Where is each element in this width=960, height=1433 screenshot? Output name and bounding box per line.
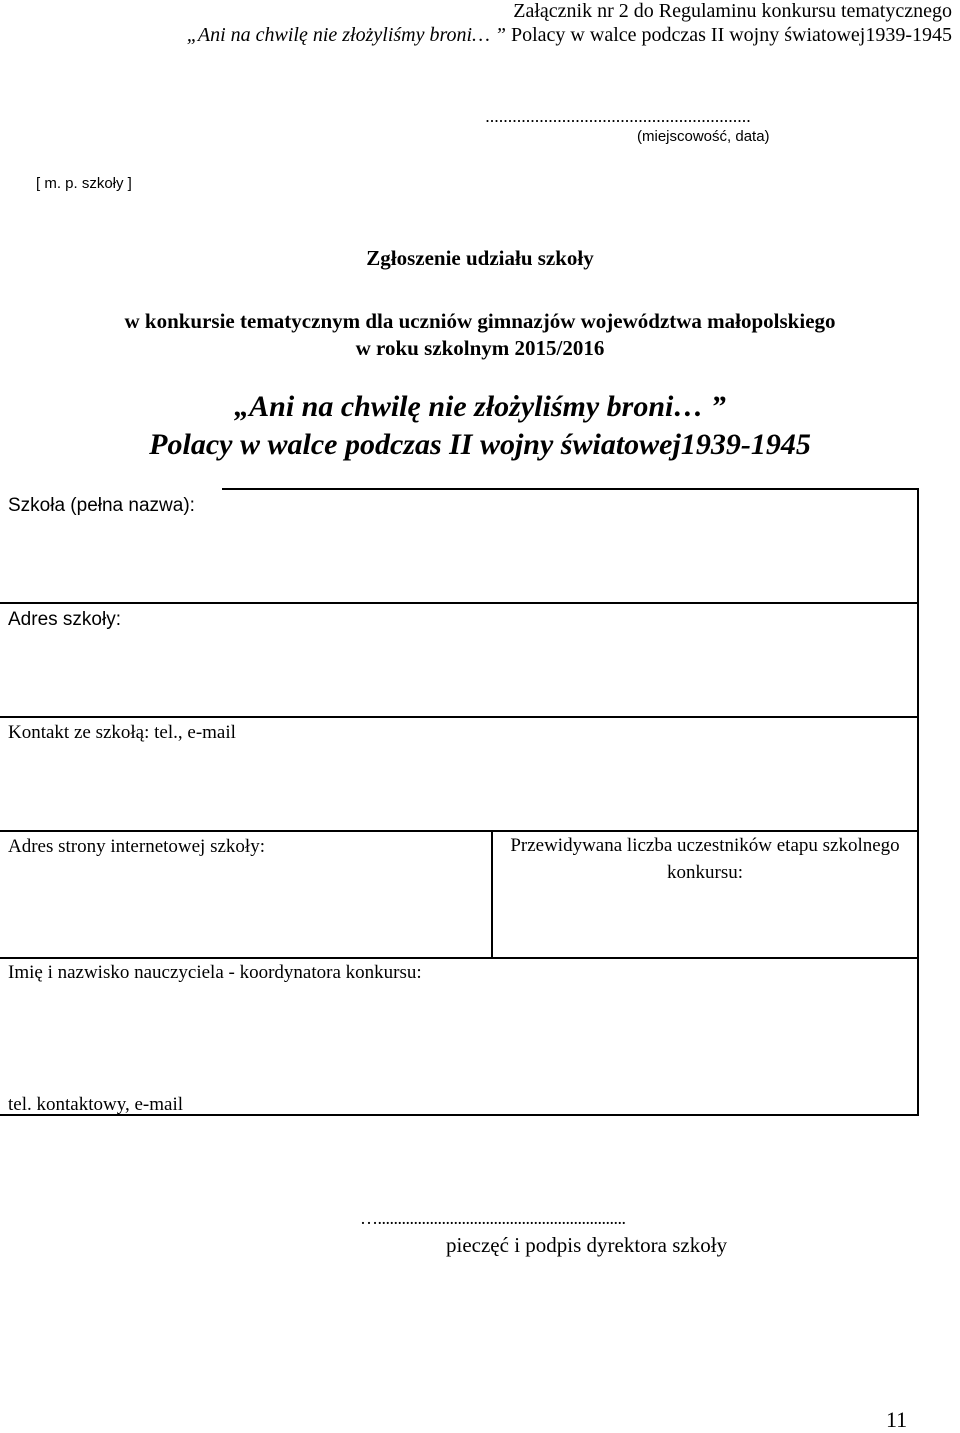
contest-header-quote: „Ani na chwilę nie złożyliśmy broni… ” — [186, 24, 506, 46]
form-title: Zgłoszenie udziału szkoły — [366, 246, 594, 270]
participants-count-field[interactable]: Przewidywana liczba uczestników etapu szkolnego konkursu: — [510, 835, 900, 883]
school-contact-field[interactable]: Kontakt ze szkołą: tel., e-mail — [8, 722, 236, 743]
place-date-label: (miejscowość, data) — [637, 128, 770, 145]
annex-header: Załącznik nr 2 do Regulaminu konkursu tematycznego — [513, 0, 952, 22]
contest-header — [187, 24, 952, 47]
form-divider-2 — [0, 716, 919, 718]
form-divider-4 — [0, 957, 919, 959]
page-number: 11 — [886, 1407, 908, 1432]
school-stamp-label: [ m. p. szkoły ] — [36, 175, 132, 192]
contest-title-line-2: Polacy w walce podczas II wojny światowej1939-1945 — [149, 428, 811, 461]
subtitle-line-2: w roku szkolnym 2015/2016 — [355, 336, 605, 360]
form-top-border — [222, 488, 919, 490]
signature-label: pieczęć i podpis dyrektora szkoły — [446, 1233, 728, 1257]
contest-title-line-1: „Ani na chwilę nie złożyliśmy broni… ” — [234, 390, 726, 423]
place-date-dots: ........................................................... — [485, 106, 751, 126]
school-name-field[interactable]: Szkoła (pełna nazwa): — [8, 495, 195, 516]
coordinator-contact-field[interactable]: tel. kontaktowy, e-mail — [8, 1094, 183, 1115]
contest-header-rest: Polacy w walce podczas II wojny światowej1939-1945 — [511, 24, 952, 46]
form-right-border — [917, 488, 919, 1116]
school-website-field[interactable]: Adres strony internetowej szkoły: — [8, 836, 265, 857]
form-divider-1 — [0, 602, 919, 604]
subtitle-line-1: w konkursie tematycznym dla uczniów gimnazjów województwa małopolskiego — [124, 309, 836, 333]
school-address-field[interactable]: Adres szkoły: — [8, 609, 121, 630]
signature-dots: ….............................................................. — [360, 1208, 626, 1228]
coordinator-name-field[interactable]: Imię i nazwisko nauczyciela - koordynatora konkursu: — [8, 962, 422, 983]
form-column-divider — [491, 830, 493, 959]
